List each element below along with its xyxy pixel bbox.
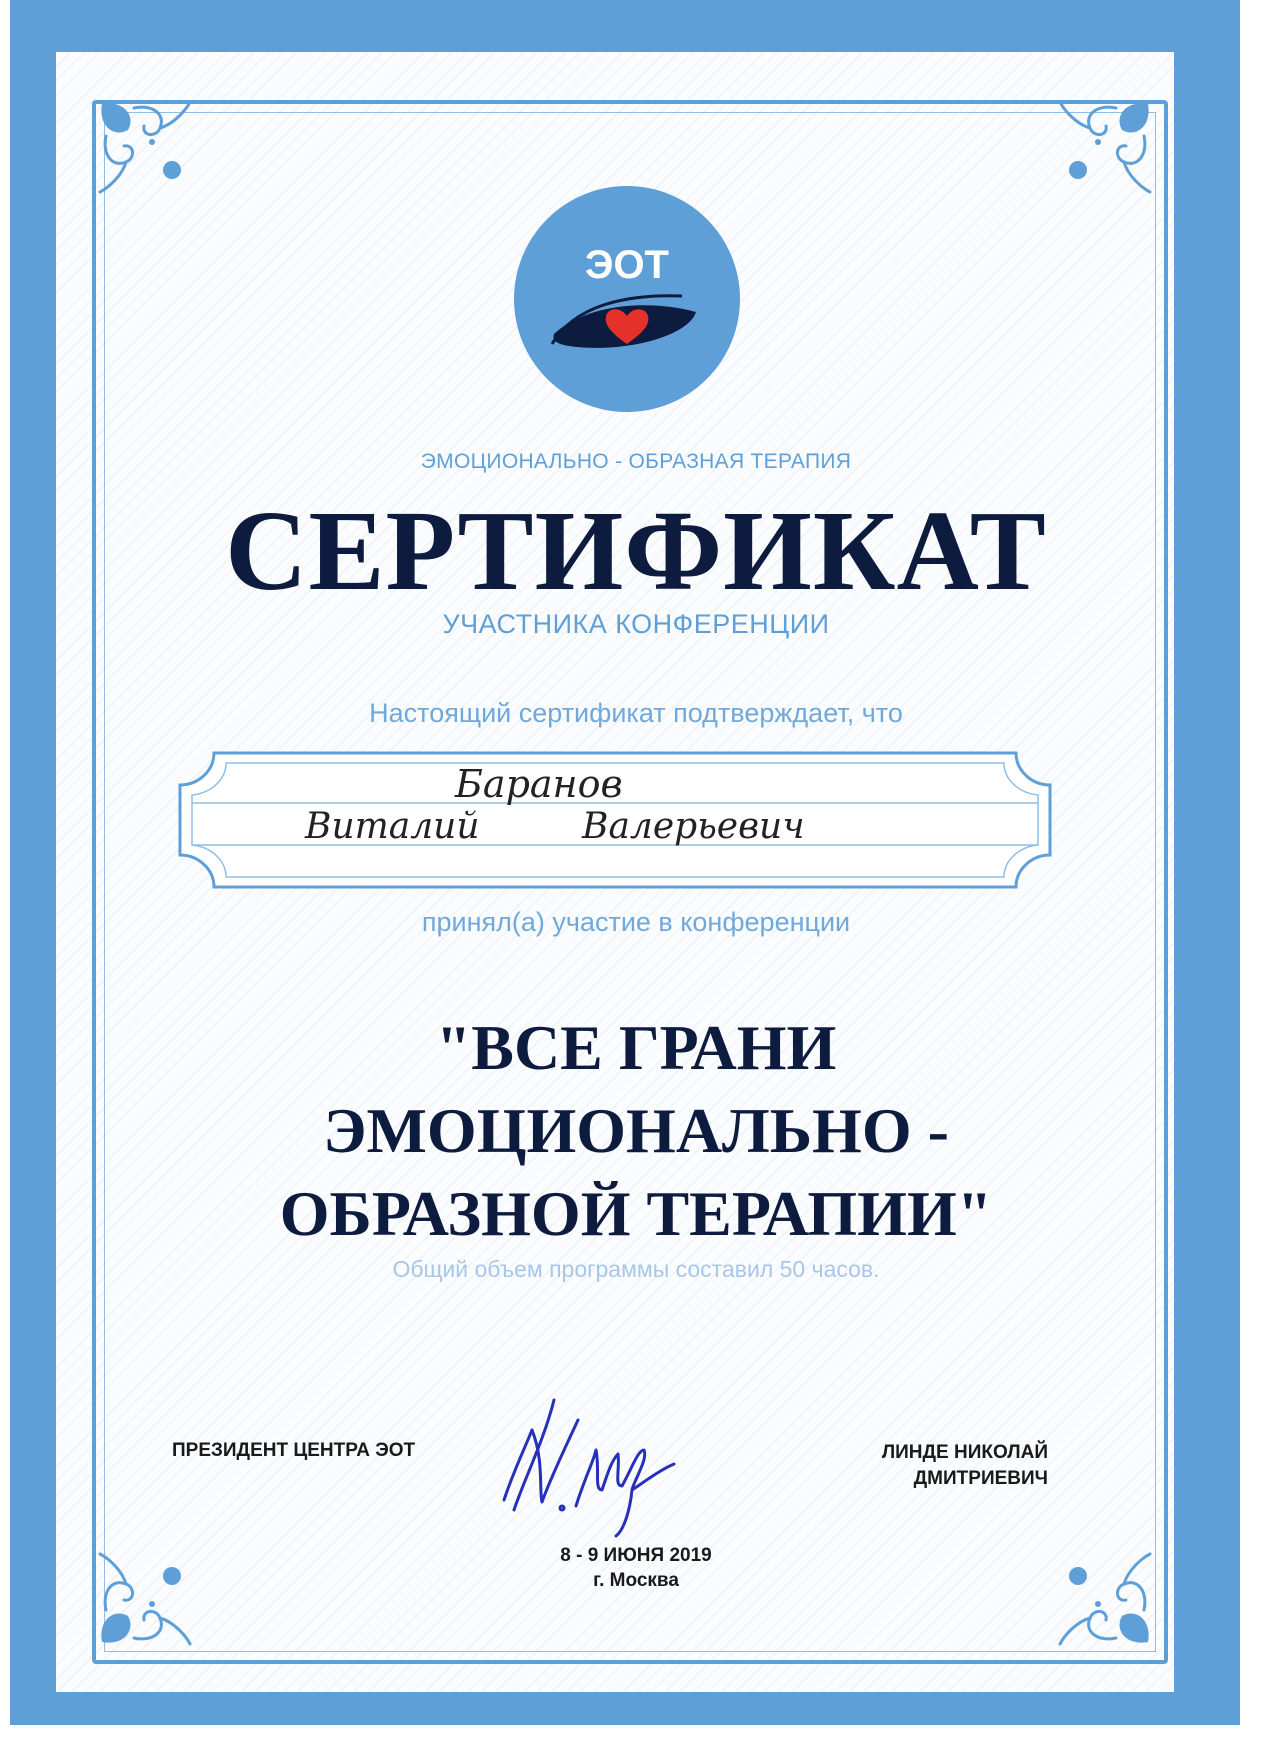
signer-name-line: ЛИНДЕ НИКОЛАЙ bbox=[881, 1442, 1048, 1463]
signer-name bbox=[780, 1440, 1048, 1492]
recipient-first-name: Виталий bbox=[305, 806, 480, 847]
program-hours-text: Общий объем программы составил 50 часов. bbox=[392, 1256, 880, 1282]
corner-ornament-icon bbox=[94, 96, 204, 206]
event-city: г. Москва bbox=[593, 1570, 679, 1591]
logo-text: ЭОТ bbox=[584, 243, 670, 287]
handwritten-signature bbox=[484, 1390, 704, 1540]
signer-name-line: ДМИТРИЕВИЧ bbox=[913, 1468, 1048, 1489]
corner-ornament-icon bbox=[1046, 96, 1156, 206]
conference-title-line: ЭМОЦИОНАЛЬНО - bbox=[323, 1095, 949, 1166]
certificate-title: СЕРТИФИКАТ bbox=[225, 487, 1047, 614]
president-position: ПРЕЗИДЕНТ ЦЕНТРА ЭОТ bbox=[172, 1440, 416, 1461]
certificate-subtitle: УЧАСТНИКА КОНФЕРЕНЦИИ bbox=[442, 609, 830, 639]
conference-title-line: ОБРАЗНОЙ ТЕРАПИИ" bbox=[279, 1178, 993, 1249]
conference-title-line: "ВСЕ ГРАНИ bbox=[435, 1012, 837, 1083]
recipient-surname: Баранов bbox=[455, 762, 623, 806]
participated-text: принял(а) участие в конференции bbox=[421, 907, 851, 937]
conference-title bbox=[0, 1006, 1272, 1255]
recipient-patronymic: Валерьевич bbox=[582, 806, 805, 847]
event-date: 8 - 9 ИЮНЯ 2019 bbox=[560, 1545, 712, 1566]
organization-name: ЭМОЦИОНАЛЬНО - ОБРАЗНАЯ ТЕРАПИЯ bbox=[420, 450, 852, 473]
eot-logo bbox=[514, 186, 740, 412]
confirm-text: Настоящий сертификат подтверждает, что bbox=[369, 698, 903, 728]
